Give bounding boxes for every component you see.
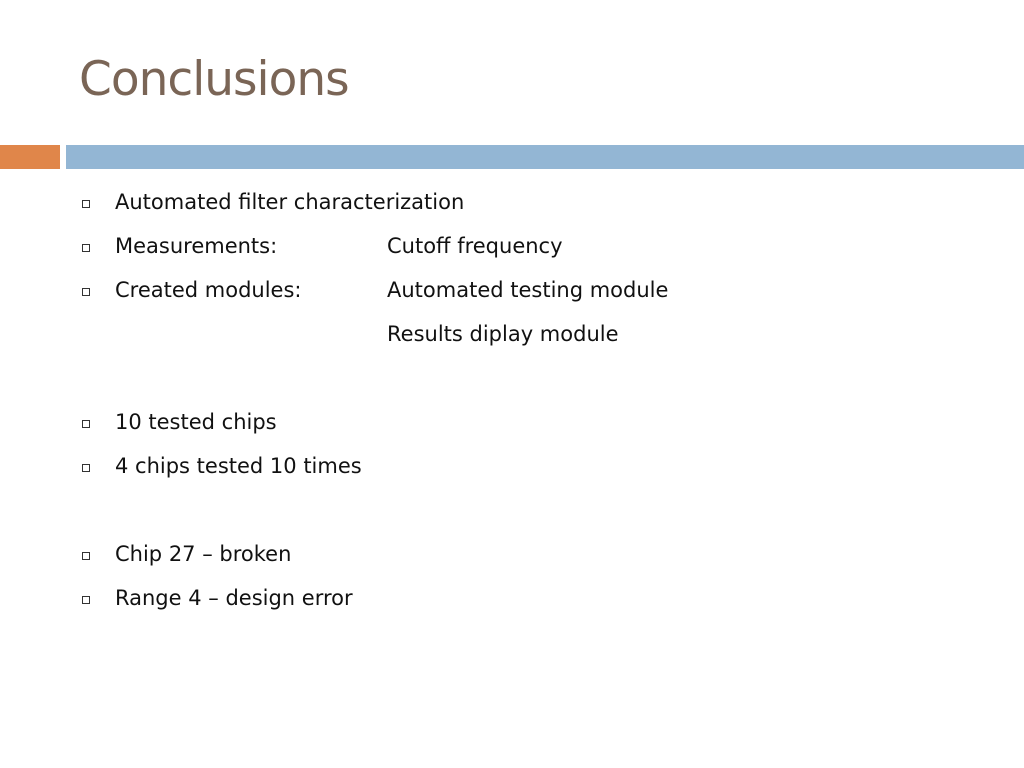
accent-bar-blue [66, 145, 1024, 169]
square-bullet-icon [82, 244, 90, 252]
bullet-continuation [0, 322, 1024, 352]
bullet-value: Results diplay module [387, 322, 619, 346]
bullet-value: Cutoff frequency [387, 234, 563, 258]
bullet-item [0, 410, 1024, 440]
bullet-item [0, 586, 1024, 616]
bullet-text: 10 tested chips [115, 410, 277, 434]
bullet-item [0, 542, 1024, 572]
bullet-label: Created modules: [115, 278, 302, 302]
square-bullet-icon [82, 464, 90, 472]
square-bullet-icon [82, 420, 90, 428]
slide-title: Conclusions [79, 52, 349, 107]
bullet-item [0, 454, 1024, 484]
bullet-value: Automated testing module [387, 278, 669, 302]
bullet-item [0, 278, 1024, 308]
square-bullet-icon [82, 200, 90, 208]
bullet-label: Measurements: [115, 234, 278, 258]
square-bullet-icon [82, 552, 90, 560]
bullet-item [0, 190, 1024, 220]
bullet-text: Range 4 – design error [115, 586, 353, 610]
square-bullet-icon [82, 288, 90, 296]
accent-bar-orange [0, 145, 60, 169]
bullet-item [0, 234, 1024, 264]
square-bullet-icon [82, 596, 90, 604]
bullet-text: 4 chips tested 10 times [115, 454, 362, 478]
bullet-text: Automated filter characterization [115, 190, 465, 214]
bullet-text: Chip 27 – broken [115, 542, 292, 566]
